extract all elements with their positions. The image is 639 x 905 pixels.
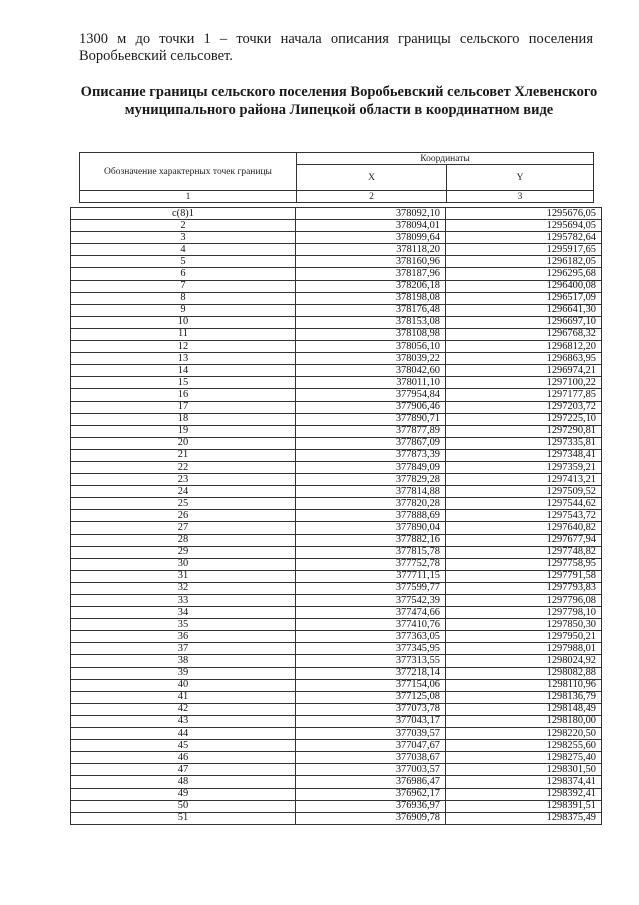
y-coord-cell: 1296974,21 — [446, 365, 602, 377]
y-coord-cell: 1296295,68 — [446, 268, 602, 280]
x-coord-cell: 377003,57 — [296, 764, 446, 776]
x-coord-cell: 377313,55 — [296, 655, 446, 667]
point-id-cell: 49 — [71, 788, 296, 800]
table-row — [71, 764, 602, 776]
point-id-cell: 10 — [71, 316, 296, 328]
col-number-2: 2 — [297, 191, 447, 203]
y-coord-cell: 1298391,51 — [446, 800, 602, 812]
col-number-3: 3 — [447, 191, 594, 203]
point-id-cell: 7 — [71, 280, 296, 292]
point-id-cell: 35 — [71, 619, 296, 631]
table-row — [71, 220, 602, 232]
table-row — [71, 691, 602, 703]
x-coord-cell: 377218,14 — [296, 667, 446, 679]
point-id-cell: 3 — [71, 232, 296, 244]
col-number-1: 1 — [80, 191, 297, 203]
point-id-cell: 15 — [71, 377, 296, 389]
table-row — [71, 715, 602, 727]
point-id-cell: 34 — [71, 607, 296, 619]
x-coord-cell: 378099,64 — [296, 232, 446, 244]
x-coord-cell: 377752,78 — [296, 558, 446, 570]
point-id-cell: 16 — [71, 389, 296, 401]
point-id-cell: 51 — [71, 812, 296, 824]
x-coord-cell: 377882,16 — [296, 534, 446, 546]
point-id-cell: 4 — [71, 244, 296, 256]
table-row — [71, 449, 602, 461]
x-coord-cell: 378118,20 — [296, 244, 446, 256]
table-row — [71, 752, 602, 764]
y-coord-cell: 1297348,41 — [446, 449, 602, 461]
point-id-cell: 33 — [71, 595, 296, 607]
table-row — [71, 607, 602, 619]
table-row — [71, 208, 602, 220]
x-coord-cell: 378108,98 — [296, 328, 446, 340]
table-row — [71, 498, 602, 510]
x-coord-cell: 377542,39 — [296, 595, 446, 607]
table-row — [71, 328, 602, 340]
point-id-cell: 38 — [71, 655, 296, 667]
x-coord-cell: 378206,18 — [296, 280, 446, 292]
y-coord-cell: 1297796,08 — [446, 595, 602, 607]
table-row — [71, 667, 602, 679]
y-coord-cell: 1295917,65 — [446, 244, 602, 256]
table-row — [71, 546, 602, 558]
col-points-header: Обозначение характерных точек границы — [80, 153, 297, 191]
point-id-cell: 12 — [71, 341, 296, 353]
x-coord-cell: 377849,09 — [296, 461, 446, 473]
y-coord-cell: 1296697,10 — [446, 316, 602, 328]
y-coord-cell: 1297640,82 — [446, 522, 602, 534]
x-coord-cell: 377815,78 — [296, 546, 446, 558]
point-id-cell: 28 — [71, 534, 296, 546]
x-coord-cell: 377154,06 — [296, 679, 446, 691]
point-id-cell: 11 — [71, 328, 296, 340]
y-coord-cell: 1296812,20 — [446, 341, 602, 353]
table-row — [71, 595, 602, 607]
point-id-cell: 20 — [71, 437, 296, 449]
table-row — [71, 425, 602, 437]
x-coord-cell: 378011,10 — [296, 377, 446, 389]
point-id-cell: 44 — [71, 728, 296, 740]
x-coord-cell: 378198,08 — [296, 292, 446, 304]
point-id-cell: 13 — [71, 353, 296, 365]
x-coord-cell: 377363,05 — [296, 631, 446, 643]
y-coord-cell: 1298392,41 — [446, 788, 602, 800]
point-id-cell: 39 — [71, 667, 296, 679]
y-coord-cell: 1297509,52 — [446, 486, 602, 498]
table-row — [71, 280, 602, 292]
x-coord-cell: 376986,47 — [296, 776, 446, 788]
x-coord-cell: 378160,96 — [296, 256, 446, 268]
table-row — [71, 582, 602, 594]
y-coord-cell: 1295676,05 — [446, 208, 602, 220]
y-coord-cell: 1298220,50 — [446, 728, 602, 740]
point-id-cell: 43 — [71, 715, 296, 727]
y-coord-cell: 1298148,49 — [446, 703, 602, 715]
x-coord-cell: 377906,46 — [296, 401, 446, 413]
y-coord-cell: 1297850,30 — [446, 619, 602, 631]
table-row — [71, 510, 602, 522]
table-header — [79, 152, 594, 203]
y-coord-cell: 1295782,64 — [446, 232, 602, 244]
table-row — [71, 558, 602, 570]
point-id-cell: 32 — [71, 582, 296, 594]
y-coord-cell: 1296768,32 — [446, 328, 602, 340]
document-title: Описание границы сельского поселения Воробьевский сельсовет Хлевенского муниципального района Липецкой области в координатном виде — [80, 84, 598, 118]
x-coord-cell: 376962,17 — [296, 788, 446, 800]
point-id-cell: 46 — [71, 752, 296, 764]
x-coord-cell: 378187,96 — [296, 268, 446, 280]
table-row — [71, 655, 602, 667]
y-coord-cell: 1297203,72 — [446, 401, 602, 413]
y-header: Y — [447, 165, 594, 191]
y-coord-cell: 1298301,50 — [446, 764, 602, 776]
y-coord-cell: 1297413,21 — [446, 474, 602, 486]
x-coord-cell: 377954,84 — [296, 389, 446, 401]
y-coord-cell: 1298082,88 — [446, 667, 602, 679]
point-id-cell: 37 — [71, 643, 296, 655]
y-coord-cell: 1297359,21 — [446, 461, 602, 473]
x-coord-cell: 377474,66 — [296, 607, 446, 619]
point-id-cell: 29 — [71, 546, 296, 558]
point-id-cell: 45 — [71, 740, 296, 752]
table-row — [71, 437, 602, 449]
table-row — [71, 316, 602, 328]
y-coord-cell: 1297225,10 — [446, 413, 602, 425]
point-id-cell: 6 — [71, 268, 296, 280]
point-id-cell: 18 — [71, 413, 296, 425]
point-id-cell: с(8)1 — [71, 208, 296, 220]
x-coord-cell: 377814,88 — [296, 486, 446, 498]
point-id-cell: 41 — [71, 691, 296, 703]
x-coord-cell: 376936,97 — [296, 800, 446, 812]
x-coord-cell: 377873,39 — [296, 449, 446, 461]
table-row — [71, 643, 602, 655]
table-row — [71, 570, 602, 582]
y-coord-cell: 1297335,81 — [446, 437, 602, 449]
table-row — [71, 800, 602, 812]
y-coord-cell: 1298024,92 — [446, 655, 602, 667]
table-row — [71, 486, 602, 498]
x-coord-cell: 378153,08 — [296, 316, 446, 328]
table-row — [71, 534, 602, 546]
x-coord-cell: 377047,67 — [296, 740, 446, 752]
x-coord-cell: 377867,09 — [296, 437, 446, 449]
x-coord-cell: 378092,10 — [296, 208, 446, 220]
y-coord-cell: 1298136,79 — [446, 691, 602, 703]
x-coord-cell: 377829,28 — [296, 474, 446, 486]
table-row — [71, 232, 602, 244]
point-id-cell: 47 — [71, 764, 296, 776]
point-id-cell: 48 — [71, 776, 296, 788]
x-coord-cell: 377711,15 — [296, 570, 446, 582]
x-coord-cell: 377599,77 — [296, 582, 446, 594]
point-id-cell: 31 — [71, 570, 296, 582]
point-id-cell: 17 — [71, 401, 296, 413]
table-row — [71, 413, 602, 425]
point-id-cell: 5 — [71, 256, 296, 268]
table-row — [71, 461, 602, 473]
point-id-cell: 2 — [71, 220, 296, 232]
y-coord-cell: 1297177,85 — [446, 389, 602, 401]
y-coord-cell: 1298255,60 — [446, 740, 602, 752]
y-coord-cell: 1297791,58 — [446, 570, 602, 582]
table-row — [71, 244, 602, 256]
coords-header: Координаты — [297, 153, 594, 165]
table-row — [71, 377, 602, 389]
y-coord-cell: 1297988,01 — [446, 643, 602, 655]
point-id-cell: 23 — [71, 474, 296, 486]
y-coord-cell: 1296863,95 — [446, 353, 602, 365]
x-coord-cell: 377890,71 — [296, 413, 446, 425]
x-coord-cell: 377073,78 — [296, 703, 446, 715]
x-coord-cell: 377888,69 — [296, 510, 446, 522]
point-id-cell: 14 — [71, 365, 296, 377]
point-id-cell: 36 — [71, 631, 296, 643]
point-id-cell: 40 — [71, 679, 296, 691]
x-coord-cell: 377890,04 — [296, 522, 446, 534]
x-coord-cell: 377820,28 — [296, 498, 446, 510]
table-row — [71, 619, 602, 631]
y-coord-cell: 1297798,10 — [446, 607, 602, 619]
y-coord-cell: 1295694,05 — [446, 220, 602, 232]
y-coord-cell: 1296400,08 — [446, 280, 602, 292]
table-row — [71, 389, 602, 401]
point-id-cell: 25 — [71, 498, 296, 510]
point-id-cell: 21 — [71, 449, 296, 461]
x-coord-cell: 378176,48 — [296, 304, 446, 316]
point-id-cell: 27 — [71, 522, 296, 534]
x-coord-cell: 378042,60 — [296, 365, 446, 377]
x-coord-cell: 377410,76 — [296, 619, 446, 631]
table-row — [71, 812, 602, 824]
point-id-cell: 22 — [71, 461, 296, 473]
table-row — [71, 256, 602, 268]
x-coord-cell: 378056,10 — [296, 341, 446, 353]
intro-paragraph: 1300 м до точки 1 – точки начала описания границы сельского поселения Воробьевский сельсовет. — [79, 31, 593, 64]
table-row — [71, 401, 602, 413]
point-id-cell: 50 — [71, 800, 296, 812]
y-coord-cell: 1298374,41 — [446, 776, 602, 788]
y-coord-cell: 1297290,81 — [446, 425, 602, 437]
table-row — [71, 353, 602, 365]
table-row — [71, 679, 602, 691]
x-coord-cell: 377039,57 — [296, 728, 446, 740]
y-coord-cell: 1297543,72 — [446, 510, 602, 522]
table-row — [71, 341, 602, 353]
x-coord-cell: 377345,95 — [296, 643, 446, 655]
y-coord-cell: 1298110,96 — [446, 679, 602, 691]
x-coord-cell: 376909,78 — [296, 812, 446, 824]
table-row — [71, 304, 602, 316]
table-row — [71, 631, 602, 643]
y-coord-cell: 1296517,09 — [446, 292, 602, 304]
y-coord-cell: 1297793,83 — [446, 582, 602, 594]
x-coord-cell: 377038,67 — [296, 752, 446, 764]
y-coord-cell: 1297748,82 — [446, 546, 602, 558]
y-coord-cell: 1297100,22 — [446, 377, 602, 389]
table-row — [71, 776, 602, 788]
y-coord-cell: 1297677,94 — [446, 534, 602, 546]
point-id-cell: 9 — [71, 304, 296, 316]
table-row — [71, 522, 602, 534]
table-row — [71, 268, 602, 280]
point-id-cell: 42 — [71, 703, 296, 715]
table-row — [71, 703, 602, 715]
point-id-cell: 26 — [71, 510, 296, 522]
x-coord-cell: 377877,89 — [296, 425, 446, 437]
table-row — [71, 365, 602, 377]
x-coord-cell: 377043,17 — [296, 715, 446, 727]
y-coord-cell: 1298275,40 — [446, 752, 602, 764]
y-coord-cell: 1297758,95 — [446, 558, 602, 570]
x-coord-cell: 378094,01 — [296, 220, 446, 232]
point-id-cell: 19 — [71, 425, 296, 437]
y-coord-cell: 1298180,00 — [446, 715, 602, 727]
coordinates-table — [70, 207, 602, 825]
table-row — [71, 728, 602, 740]
y-coord-cell: 1297544,62 — [446, 498, 602, 510]
x-header: X — [297, 165, 447, 191]
point-id-cell: 30 — [71, 558, 296, 570]
y-coord-cell: 1297950,21 — [446, 631, 602, 643]
point-id-cell: 24 — [71, 486, 296, 498]
y-coord-cell: 1296182,05 — [446, 256, 602, 268]
y-coord-cell: 1296641,30 — [446, 304, 602, 316]
table-row — [71, 474, 602, 486]
table-row — [71, 788, 602, 800]
point-id-cell: 8 — [71, 292, 296, 304]
y-coord-cell: 1298375,49 — [446, 812, 602, 824]
x-coord-cell: 377125,08 — [296, 691, 446, 703]
table-row — [71, 292, 602, 304]
table-row — [71, 740, 602, 752]
x-coord-cell: 378039,22 — [296, 353, 446, 365]
